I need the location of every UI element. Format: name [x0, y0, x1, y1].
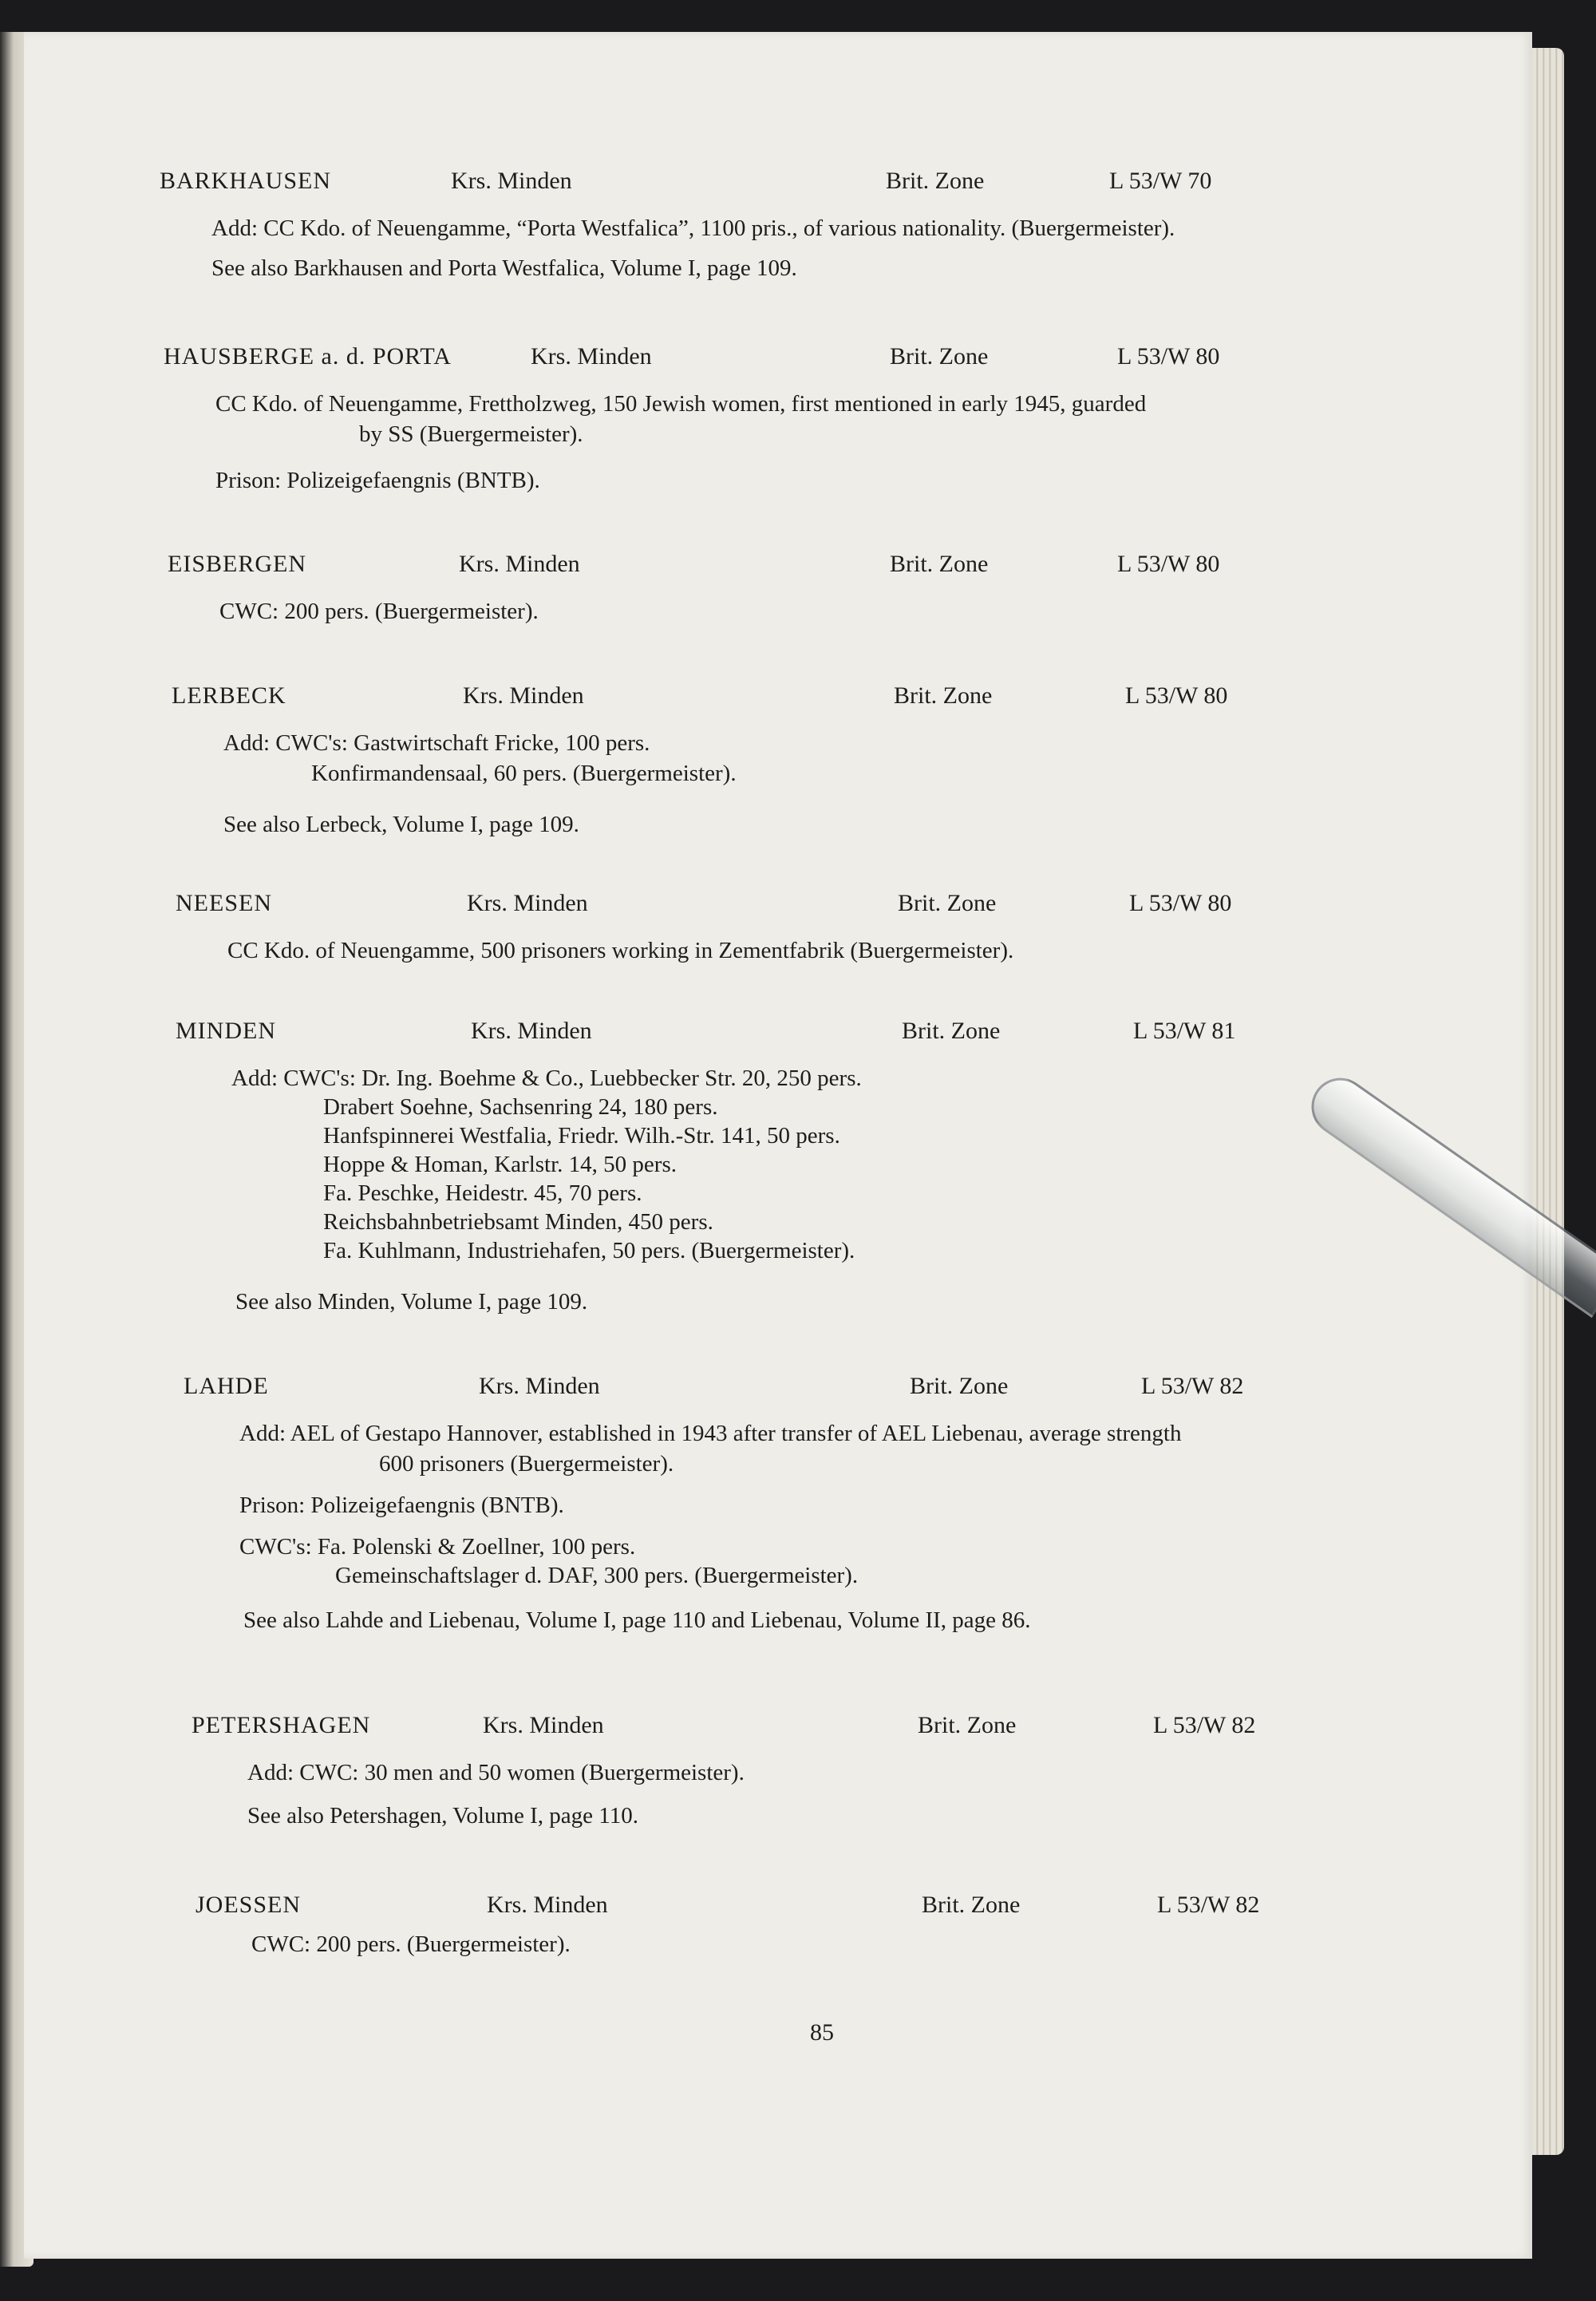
- entry-line: Add: CC Kdo. of Neuengamme, “Porta Westfalica”, 1100 pris., of various nationality. (Buergermeister).: [211, 215, 1175, 241]
- entry-line: Add: AEL of Gestapo Hannover, established in 1943 after transfer of AEL Liebenau, average strength: [239, 1421, 1182, 1446]
- entry-grid: L 53/W 82: [1141, 1373, 1244, 1399]
- entry-place: LERBECK: [172, 682, 286, 709]
- entry-line: CC Kdo. of Neuengamme, Frettholzweg, 150 Jewish women, first mentioned in early 1945, guarded: [215, 391, 1147, 417]
- entry-line: by SS (Buergermeister).: [359, 421, 583, 447]
- entry-line: Add: CWC: 30 men and 50 women (Buergermeister).: [247, 1760, 745, 1785]
- entry-grid: L 53/W 80: [1117, 551, 1220, 577]
- entry-line: CWC: 200 pers. (Buergermeister).: [219, 599, 539, 624]
- entry-grid: L 53/W 82: [1153, 1712, 1256, 1738]
- entry-zone: Brit. Zone: [898, 890, 997, 916]
- document-page: [24, 32, 1532, 2259]
- entry-zone: Brit. Zone: [886, 168, 985, 194]
- entry-line: CWC: 200 pers. (Buergermeister).: [251, 1931, 571, 1957]
- entry-district: Krs. Minden: [487, 1892, 608, 1918]
- entry-line: Fa. Peschke, Heidestr. 45, 70 pers.: [323, 1180, 642, 1206]
- entry-grid: L 53/W 80: [1129, 890, 1232, 916]
- entry-line: Gemeinschaftslager d. DAF, 300 pers. (Buergermeister).: [335, 1563, 859, 1588]
- entry-place: NEESEN: [176, 890, 272, 916]
- entry-place: HAUSBERGE a. d. PORTA: [164, 343, 452, 370]
- entry-line: CC Kdo. of Neuengamme, 500 prisoners working in Zementfabrik (Buergermeister).: [227, 938, 1014, 963]
- entry-line: Drabert Soehne, Sachsenring 24, 180 pers.: [323, 1094, 718, 1120]
- entry-line: Hoppe & Homan, Karlstr. 14, 50 pers.: [323, 1152, 677, 1177]
- entry-line: See also Barkhausen and Porta Westfalica, Volume I, page 109.: [211, 255, 797, 281]
- entry-zone: Brit. Zone: [890, 551, 989, 577]
- entry-eisbergen: [24, 551, 1532, 626]
- entry-district: Krs. Minden: [459, 551, 580, 577]
- entry-place: JOESSEN: [196, 1892, 302, 1918]
- entry-line: Hanfspinnerei Westfalia, Friedr. Wilh.-Str. 141, 50 pers.: [323, 1123, 840, 1149]
- entry-zone: Brit. Zone: [890, 343, 989, 370]
- entry-district: Krs. Minden: [463, 682, 584, 709]
- entry-grid: L 53/W 82: [1157, 1892, 1260, 1918]
- entry-grid: L 53/W 80: [1117, 343, 1220, 370]
- entry-zone: Brit. Zone: [902, 1018, 1001, 1044]
- entry-line: Add: CWC's: Gastwirtschaft Fricke, 100 pers.: [223, 730, 650, 756]
- entry-line: Add: CWC's: Dr. Ing. Boehme & Co., Luebbecker Str. 20, 250 pers.: [231, 1065, 862, 1091]
- entry-place: LAHDE: [184, 1373, 269, 1399]
- entry-barkhausen: [24, 168, 1532, 283]
- entry-place: EISBERGEN: [168, 551, 306, 577]
- entry-lerbeck: [24, 682, 1532, 839]
- entry-line: Prison: Polizeigefaengnis (BNTB).: [215, 468, 540, 493]
- entry-district: Krs. Minden: [471, 1018, 592, 1044]
- entry-lahde: [24, 1373, 1532, 1635]
- entry-joessen: [24, 1892, 1532, 1959]
- entries-list: [24, 32, 1532, 2259]
- entry-line: See also Minden, Volume I, page 109.: [235, 1289, 588, 1315]
- entry-line: 600 prisoners (Buergermeister).: [379, 1451, 674, 1477]
- entry-zone: Brit. Zone: [910, 1373, 1009, 1399]
- entry-line: See also Lerbeck, Volume I, page 109.: [223, 812, 579, 837]
- entry-place: BARKHAUSEN: [160, 168, 332, 194]
- entry-line: Fa. Kuhlmann, Industriehafen, 50 pers. (Buergermeister).: [323, 1238, 855, 1263]
- entry-line: Reichsbahnbetriebsamt Minden, 450 pers.: [323, 1209, 713, 1235]
- entry-grid: L 53/W 70: [1109, 168, 1212, 194]
- page-number: 85: [810, 2019, 834, 2046]
- entry-place: PETERSHAGEN: [192, 1712, 371, 1738]
- entry-district: Krs. Minden: [531, 343, 652, 370]
- entry-district: Krs. Minden: [467, 890, 588, 916]
- entry-neesen: [24, 890, 1532, 965]
- entry-petershagen: [24, 1712, 1532, 1830]
- entry-grid: L 53/W 80: [1125, 682, 1228, 709]
- entry-place: MINDEN: [176, 1018, 276, 1044]
- entry-zone: Brit. Zone: [918, 1712, 1017, 1738]
- entry-line: See also Petershagen, Volume I, page 110.: [247, 1803, 638, 1829]
- entry-line: Prison: Polizeigefaengnis (BNTB).: [239, 1492, 564, 1518]
- entry-line: CWC's: Fa. Polenski & Zoellner, 100 pers.: [239, 1534, 636, 1560]
- entry-line: See also Lahde and Liebenau, Volume I, page 110 and Liebenau, Volume II, page 86.: [243, 1607, 1031, 1633]
- entry-district: Krs. Minden: [479, 1373, 600, 1399]
- entry-grid: L 53/W 81: [1133, 1018, 1236, 1044]
- entry-line: Konfirmandensaal, 60 pers. (Buergermeister).: [311, 761, 737, 786]
- entry-zone: Brit. Zone: [894, 682, 993, 709]
- entry-district: Krs. Minden: [451, 168, 572, 194]
- entry-district: Krs. Minden: [483, 1712, 604, 1738]
- entry-hausberge: [24, 343, 1532, 495]
- entry-zone: Brit. Zone: [922, 1892, 1021, 1918]
- entry-minden: [24, 1018, 1532, 1316]
